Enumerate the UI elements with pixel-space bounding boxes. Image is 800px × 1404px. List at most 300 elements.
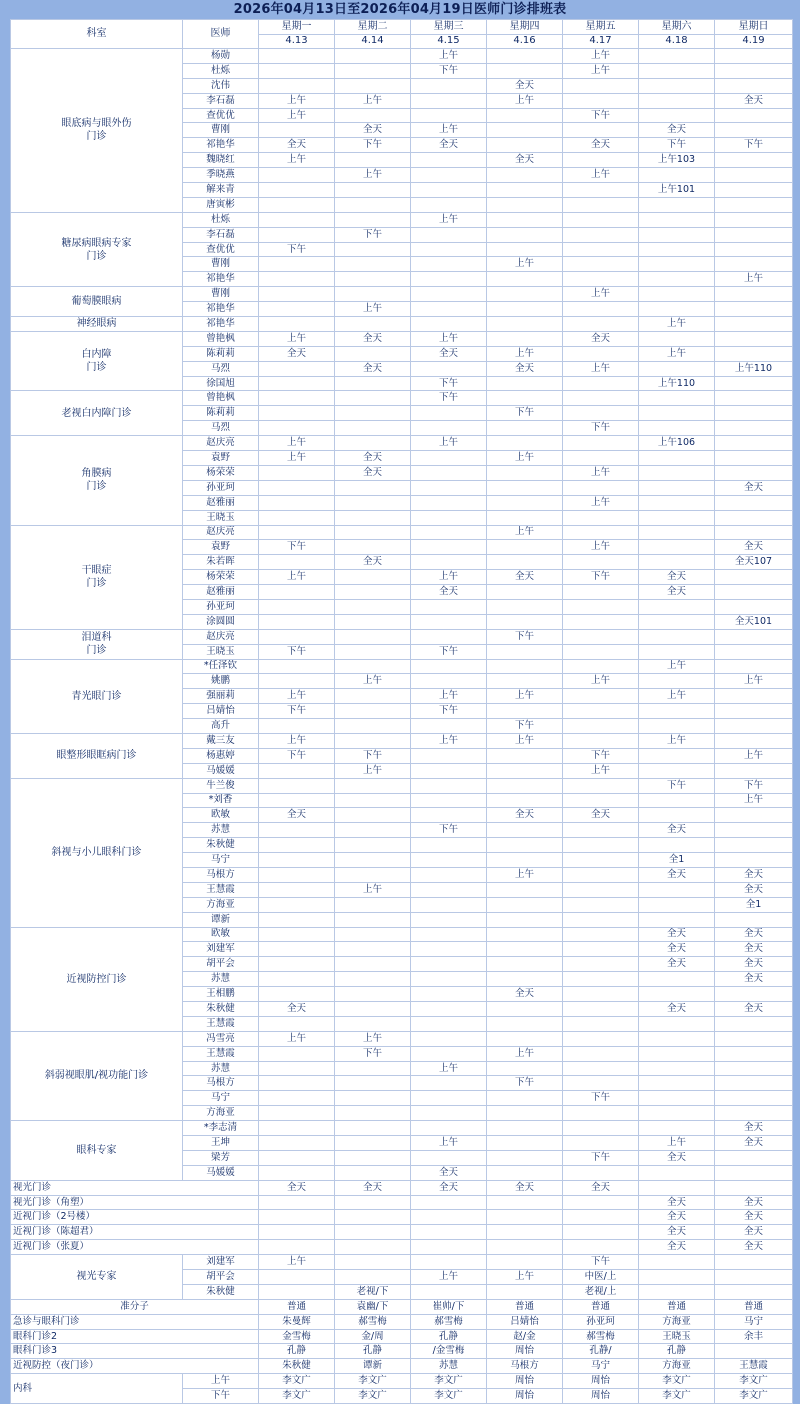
schedule-cell <box>335 853 411 868</box>
schedule-cell <box>639 1270 715 1285</box>
schedule-cell: 袁幽/下 <box>335 1299 411 1314</box>
schedule-cell: 上午 <box>259 1255 335 1270</box>
schedule-cell: 上午 <box>259 733 335 748</box>
schedule-cell: 下午 <box>563 108 639 123</box>
schedule-cell <box>715 421 793 436</box>
schedule-cell <box>259 1240 335 1255</box>
schedule-cell <box>411 287 487 302</box>
weekday-header: 星期五 <box>563 20 639 35</box>
schedule-cell: 上午 <box>487 93 563 108</box>
schedule-cell <box>335 525 411 540</box>
schedule-cell: 全天107 <box>715 555 793 570</box>
schedule-cell: 全天 <box>259 138 335 153</box>
schedule-cell: 上午103 <box>639 153 715 168</box>
schedule-cell: 下午 <box>563 1091 639 1106</box>
schedule-cell <box>487 421 563 436</box>
schedule-cell <box>335 867 411 882</box>
doctor-cell: 杜烁 <box>183 63 259 78</box>
clinic-label-cell: 近视防控（夜门诊） <box>11 1359 259 1374</box>
schedule-cell <box>259 674 335 689</box>
schedule-cell <box>715 242 793 257</box>
schedule-cell <box>335 49 411 64</box>
doctor-cell: 查优优 <box>183 108 259 123</box>
schedule-cell: 上午106 <box>639 436 715 451</box>
schedule-cell <box>715 49 793 64</box>
schedule-cell <box>259 287 335 302</box>
schedule-cell <box>259 272 335 287</box>
schedule-cell <box>715 1255 793 1270</box>
doctor-cell: 马媛媛 <box>183 763 259 778</box>
schedule-cell <box>639 78 715 93</box>
schedule-cell: 赵/金 <box>487 1329 563 1344</box>
schedule-cell <box>411 242 487 257</box>
doctor-cell: *刘香 <box>183 793 259 808</box>
schedule-cell <box>715 808 793 823</box>
doctor-cell: 赵庆亮 <box>183 629 259 644</box>
schedule-cell: 下午 <box>563 748 639 763</box>
schedule-cell <box>335 1195 411 1210</box>
schedule-cell: 马宁 <box>563 1359 639 1374</box>
department-cell: 斜弱视眼肌/视功能门诊 <box>11 1031 183 1120</box>
schedule-cell <box>563 778 639 793</box>
schedule-cell <box>487 1121 563 1136</box>
schedule-cell: 全天 <box>639 1240 715 1255</box>
schedule-cell: 全1 <box>639 853 715 868</box>
doctor-cell: 杜烁 <box>183 212 259 227</box>
doctor-cell: 魏晓红 <box>183 153 259 168</box>
schedule-cell: 上午 <box>563 465 639 480</box>
schedule-cell: 全天 <box>335 123 411 138</box>
schedule-cell <box>639 406 715 421</box>
schedule-cell: 全天 <box>487 570 563 585</box>
doctor-cell: 吕婧怡 <box>183 704 259 719</box>
schedule-cell <box>487 778 563 793</box>
schedule-cell: 上午 <box>639 346 715 361</box>
schedule-cell <box>411 525 487 540</box>
schedule-cell <box>335 1016 411 1031</box>
schedule-cell <box>639 510 715 525</box>
doctor-cell: 赵庆亮 <box>183 436 259 451</box>
schedule-cell <box>563 1210 639 1225</box>
schedule-cell <box>259 882 335 897</box>
schedule-cell: 孔静 <box>259 1344 335 1359</box>
period-cell: 下午 <box>183 1389 259 1404</box>
schedule-cell: 全天 <box>715 1195 793 1210</box>
schedule-cell <box>563 78 639 93</box>
schedule-cell <box>639 525 715 540</box>
schedule-cell <box>487 1165 563 1180</box>
schedule-cell <box>563 838 639 853</box>
schedule-cell <box>335 972 411 987</box>
schedule-cell <box>715 912 793 927</box>
schedule-cell: 上午 <box>411 49 487 64</box>
schedule-cell <box>563 987 639 1002</box>
schedule-cell: 全天 <box>335 1180 411 1195</box>
schedule-cell: 孔静/ <box>563 1344 639 1359</box>
schedule-cell <box>335 317 411 332</box>
schedule-cell: 下午 <box>411 376 487 391</box>
schedule-cell: 余丰 <box>715 1329 793 1344</box>
schedule-cell <box>411 1150 487 1165</box>
schedule-cell <box>715 406 793 421</box>
schedule-cell: 全天 <box>563 331 639 346</box>
schedule-cell: 上午 <box>259 436 335 451</box>
schedule-cell <box>411 927 487 942</box>
schedule-cell <box>411 93 487 108</box>
schedule-cell <box>715 78 793 93</box>
schedule-cell <box>563 585 639 600</box>
table-row <box>11 1225 793 1240</box>
schedule-cell <box>487 287 563 302</box>
doctor-cell: 曾艳枫 <box>183 331 259 346</box>
schedule-cell <box>715 451 793 466</box>
schedule-cell <box>563 510 639 525</box>
schedule-cell <box>335 495 411 510</box>
page-title: 2026年04月13日至2026年04月19日医师门诊排班表 <box>233 2 567 17</box>
schedule-cell <box>259 1284 335 1299</box>
schedule-cell <box>639 719 715 734</box>
schedule-cell <box>639 451 715 466</box>
schedule-cell <box>259 614 335 629</box>
schedule-cell: 下午 <box>715 778 793 793</box>
schedule-cell <box>259 480 335 495</box>
schedule-cell <box>411 1255 487 1270</box>
doctor-cell: 王晓玉 <box>183 510 259 525</box>
doctor-cell: 徐国旭 <box>183 376 259 391</box>
schedule-cell: 全天 <box>639 1195 715 1210</box>
schedule-cell: 下午 <box>563 570 639 585</box>
doctor-cell: 苏慧 <box>183 972 259 987</box>
schedule-cell <box>639 1284 715 1299</box>
schedule-cell: 郝雪梅 <box>335 1314 411 1329</box>
schedule-cell <box>335 838 411 853</box>
schedule-cell: 全天 <box>259 346 335 361</box>
schedule-cell <box>335 778 411 793</box>
schedule-cell <box>259 585 335 600</box>
department-cell: 干眼症 门诊 <box>11 525 183 629</box>
schedule-cell <box>487 644 563 659</box>
schedule-cell <box>411 987 487 1002</box>
schedule-cell <box>411 78 487 93</box>
schedule-cell <box>259 1091 335 1106</box>
schedule-cell: 全天 <box>639 942 715 957</box>
department-cell: 内科 <box>11 1374 183 1404</box>
table-row <box>11 778 793 793</box>
schedule-cell <box>715 257 793 272</box>
clinic-label-cell: 近视门诊（张夏） <box>11 1240 259 1255</box>
schedule-cell <box>335 376 411 391</box>
schedule-cell: /金雪梅 <box>411 1344 487 1359</box>
schedule-cell: 上午 <box>563 540 639 555</box>
schedule-cell <box>259 227 335 242</box>
schedule-cell: 下午 <box>335 227 411 242</box>
schedule-cell <box>487 1016 563 1031</box>
schedule-cell: 马宁 <box>715 1314 793 1329</box>
schedule-cell <box>639 302 715 317</box>
schedule-cell <box>487 197 563 212</box>
date-header: 4.19 <box>715 34 793 49</box>
schedule-cell: 周怡 <box>487 1374 563 1389</box>
schedule-cell: 全天 <box>639 1150 715 1165</box>
schedule-cell <box>259 987 335 1002</box>
doctor-cell: 涂圆圆 <box>183 614 259 629</box>
schedule-cell <box>335 108 411 123</box>
schedule-cell: 上午110 <box>715 361 793 376</box>
schedule-cell <box>715 1076 793 1091</box>
schedule-cell <box>563 823 639 838</box>
doctor-cell: 胡平会 <box>183 957 259 972</box>
doctor-cell: 李石磊 <box>183 93 259 108</box>
schedule-cell <box>487 972 563 987</box>
schedule-cell <box>715 644 793 659</box>
schedule-cell <box>335 599 411 614</box>
schedule-cell <box>563 927 639 942</box>
schedule-cell <box>487 853 563 868</box>
doctor-cell: 欧敏 <box>183 808 259 823</box>
doctor-cell: *李志清 <box>183 1121 259 1136</box>
schedule-cell <box>563 93 639 108</box>
schedule-cell: 上午 <box>639 689 715 704</box>
schedule-cell <box>487 108 563 123</box>
schedule-cell: 全天 <box>715 1210 793 1225</box>
schedule-cell <box>487 927 563 942</box>
schedule-cell <box>715 1061 793 1076</box>
clinic-label-cell: 近视门诊（2号楼） <box>11 1210 259 1225</box>
schedule-cell <box>411 793 487 808</box>
schedule-cell <box>563 1225 639 1240</box>
schedule-cell <box>411 1225 487 1240</box>
schedule-cell <box>563 376 639 391</box>
schedule-cell: 周怡 <box>487 1344 563 1359</box>
schedule-cell <box>639 242 715 257</box>
table-row <box>11 212 793 227</box>
schedule-cell <box>639 599 715 614</box>
schedule-cell <box>715 197 793 212</box>
doctor-cell: 季晓燕 <box>183 168 259 183</box>
department-cell: 斜视与小儿眼科门诊 <box>11 778 183 927</box>
schedule-cell <box>335 1165 411 1180</box>
schedule-cell <box>335 704 411 719</box>
schedule-cell <box>715 733 793 748</box>
doctor-cell: 刘建军 <box>183 1255 259 1270</box>
schedule-cell <box>563 480 639 495</box>
schedule-cell <box>639 93 715 108</box>
schedule-cell: 普通 <box>259 1299 335 1314</box>
schedule-cell <box>563 1016 639 1031</box>
doctor-cell: 陈莉莉 <box>183 346 259 361</box>
schedule-cell <box>639 1031 715 1046</box>
schedule-cell <box>715 1270 793 1285</box>
schedule-cell <box>411 421 487 436</box>
schedule-cell <box>715 1106 793 1121</box>
schedule-cell <box>335 346 411 361</box>
schedule-cell <box>259 183 335 198</box>
schedule-cell: 方海亚 <box>639 1359 715 1374</box>
schedule-cell: 全天 <box>487 153 563 168</box>
weekday-header: 星期二 <box>335 20 411 35</box>
table-row <box>11 391 793 406</box>
schedule-cell <box>411 912 487 927</box>
schedule-cell <box>563 659 639 674</box>
schedule-cell <box>639 197 715 212</box>
schedule-cell <box>259 1225 335 1240</box>
schedule-cell: 上午 <box>335 763 411 778</box>
schedule-cell: 普通 <box>487 1299 563 1314</box>
schedule-cell <box>487 1091 563 1106</box>
clinic-label-cell: 视光门诊（角塑） <box>11 1195 259 1210</box>
schedule-cell <box>335 406 411 421</box>
clinic-label-cell: 眼科门诊3 <box>11 1344 259 1359</box>
schedule-cell <box>563 153 639 168</box>
schedule-cell <box>639 793 715 808</box>
schedule-cell <box>563 897 639 912</box>
schedule-cell <box>259 659 335 674</box>
doctor-cell: 祁艳华 <box>183 138 259 153</box>
schedule-cell <box>715 763 793 778</box>
table-row <box>11 1195 793 1210</box>
doctor-cell: 马宁 <box>183 853 259 868</box>
schedule-cell <box>563 1031 639 1046</box>
schedule-table <box>10 19 793 1404</box>
schedule-cell: 上午 <box>563 49 639 64</box>
schedule-cell <box>563 1121 639 1136</box>
table-row <box>11 927 793 942</box>
schedule-cell <box>487 540 563 555</box>
schedule-cell <box>487 1031 563 1046</box>
doctor-cell: 赵庆亮 <box>183 525 259 540</box>
schedule-cell <box>715 331 793 346</box>
schedule-cell <box>259 927 335 942</box>
schedule-cell <box>563 183 639 198</box>
schedule-cell: 上午 <box>335 882 411 897</box>
schedule-cell: 上午 <box>715 674 793 689</box>
table-row <box>11 733 793 748</box>
table-row <box>11 1031 793 1046</box>
schedule-cell: 上午 <box>411 436 487 451</box>
table-row <box>11 287 793 302</box>
date-header: 4.13 <box>259 34 335 49</box>
schedule-cell: 李文广 <box>639 1374 715 1389</box>
table-row <box>11 629 793 644</box>
schedule-cell <box>487 674 563 689</box>
schedule-cell <box>411 867 487 882</box>
schedule-cell <box>335 823 411 838</box>
schedule-cell <box>335 644 411 659</box>
schedule-cell: 全天 <box>411 1180 487 1195</box>
schedule-cell <box>563 197 639 212</box>
schedule-cell <box>335 183 411 198</box>
schedule-cell <box>563 644 639 659</box>
schedule-cell <box>335 421 411 436</box>
schedule-cell <box>487 599 563 614</box>
schedule-cell <box>411 1121 487 1136</box>
clinic-label-cell: 近视门诊（陈超君） <box>11 1225 259 1240</box>
schedule-cell <box>259 63 335 78</box>
schedule-cell <box>715 287 793 302</box>
schedule-cell: 全天 <box>563 808 639 823</box>
schedule-cell <box>411 451 487 466</box>
schedule-cell <box>411 808 487 823</box>
schedule-cell <box>411 465 487 480</box>
schedule-cell: 下午 <box>259 644 335 659</box>
schedule-cell <box>563 942 639 957</box>
schedule-cell <box>563 867 639 882</box>
doctor-cell: 王晓玉 <box>183 644 259 659</box>
schedule-cell <box>563 972 639 987</box>
schedule-cell <box>487 1240 563 1255</box>
schedule-cell <box>487 1195 563 1210</box>
schedule-cell <box>411 957 487 972</box>
schedule-cell <box>563 436 639 451</box>
schedule-cell: 老视/下 <box>335 1284 411 1299</box>
doctor-cell: 方海亚 <box>183 1106 259 1121</box>
schedule-cell <box>715 629 793 644</box>
schedule-cell: 全天 <box>411 1165 487 1180</box>
doctor-cell: 王慧霞 <box>183 1046 259 1061</box>
schedule-cell: 全天 <box>715 972 793 987</box>
schedule-cell <box>335 1240 411 1255</box>
schedule-cell <box>563 317 639 332</box>
schedule-cell <box>411 853 487 868</box>
schedule-cell: 吕婧怡 <box>487 1314 563 1329</box>
schedule-cell <box>259 1046 335 1061</box>
schedule-cell <box>715 153 793 168</box>
schedule-cell <box>335 78 411 93</box>
schedule-cell <box>563 629 639 644</box>
doctor-cell: 曹刚 <box>183 287 259 302</box>
doctor-cell: 王慧霞 <box>183 882 259 897</box>
schedule-cell: 全天 <box>487 1180 563 1195</box>
schedule-cell <box>335 1150 411 1165</box>
doctor-cell: 苏慧 <box>183 823 259 838</box>
schedule-cell <box>259 197 335 212</box>
schedule-cell: 上午 <box>563 63 639 78</box>
schedule-cell <box>335 242 411 257</box>
schedule-cell <box>715 1091 793 1106</box>
schedule-cell <box>563 272 639 287</box>
schedule-cell <box>487 510 563 525</box>
doctor-cell: 祁艳华 <box>183 272 259 287</box>
schedule-cell <box>259 599 335 614</box>
schedule-cell <box>563 957 639 972</box>
table-row <box>11 1329 793 1344</box>
schedule-cell <box>411 897 487 912</box>
schedule-cell <box>411 1240 487 1255</box>
schedule-cell <box>259 317 335 332</box>
table-row <box>11 1314 793 1329</box>
schedule-cell <box>411 719 487 734</box>
schedule-cell: 全天 <box>639 823 715 838</box>
schedule-cell <box>259 49 335 64</box>
schedule-cell: 上午101 <box>639 183 715 198</box>
doctor-cell: 马根方 <box>183 867 259 882</box>
schedule-cell <box>715 436 793 451</box>
schedule-cell <box>639 168 715 183</box>
schedule-cell: 上午 <box>563 361 639 376</box>
schedule-cell: 全天 <box>715 882 793 897</box>
schedule-cell <box>259 912 335 927</box>
schedule-cell <box>715 1150 793 1165</box>
doctor-cell: 朱秋健 <box>183 838 259 853</box>
schedule-cell <box>639 257 715 272</box>
doctor-cell: 杨荣荣 <box>183 570 259 585</box>
schedule-cell: 全天 <box>259 808 335 823</box>
schedule-cell <box>487 748 563 763</box>
schedule-cell <box>715 376 793 391</box>
schedule-cell <box>335 733 411 748</box>
department-cell: 糖尿病眼病专家 门诊 <box>11 212 183 286</box>
weekday-header: 星期日 <box>715 20 793 35</box>
